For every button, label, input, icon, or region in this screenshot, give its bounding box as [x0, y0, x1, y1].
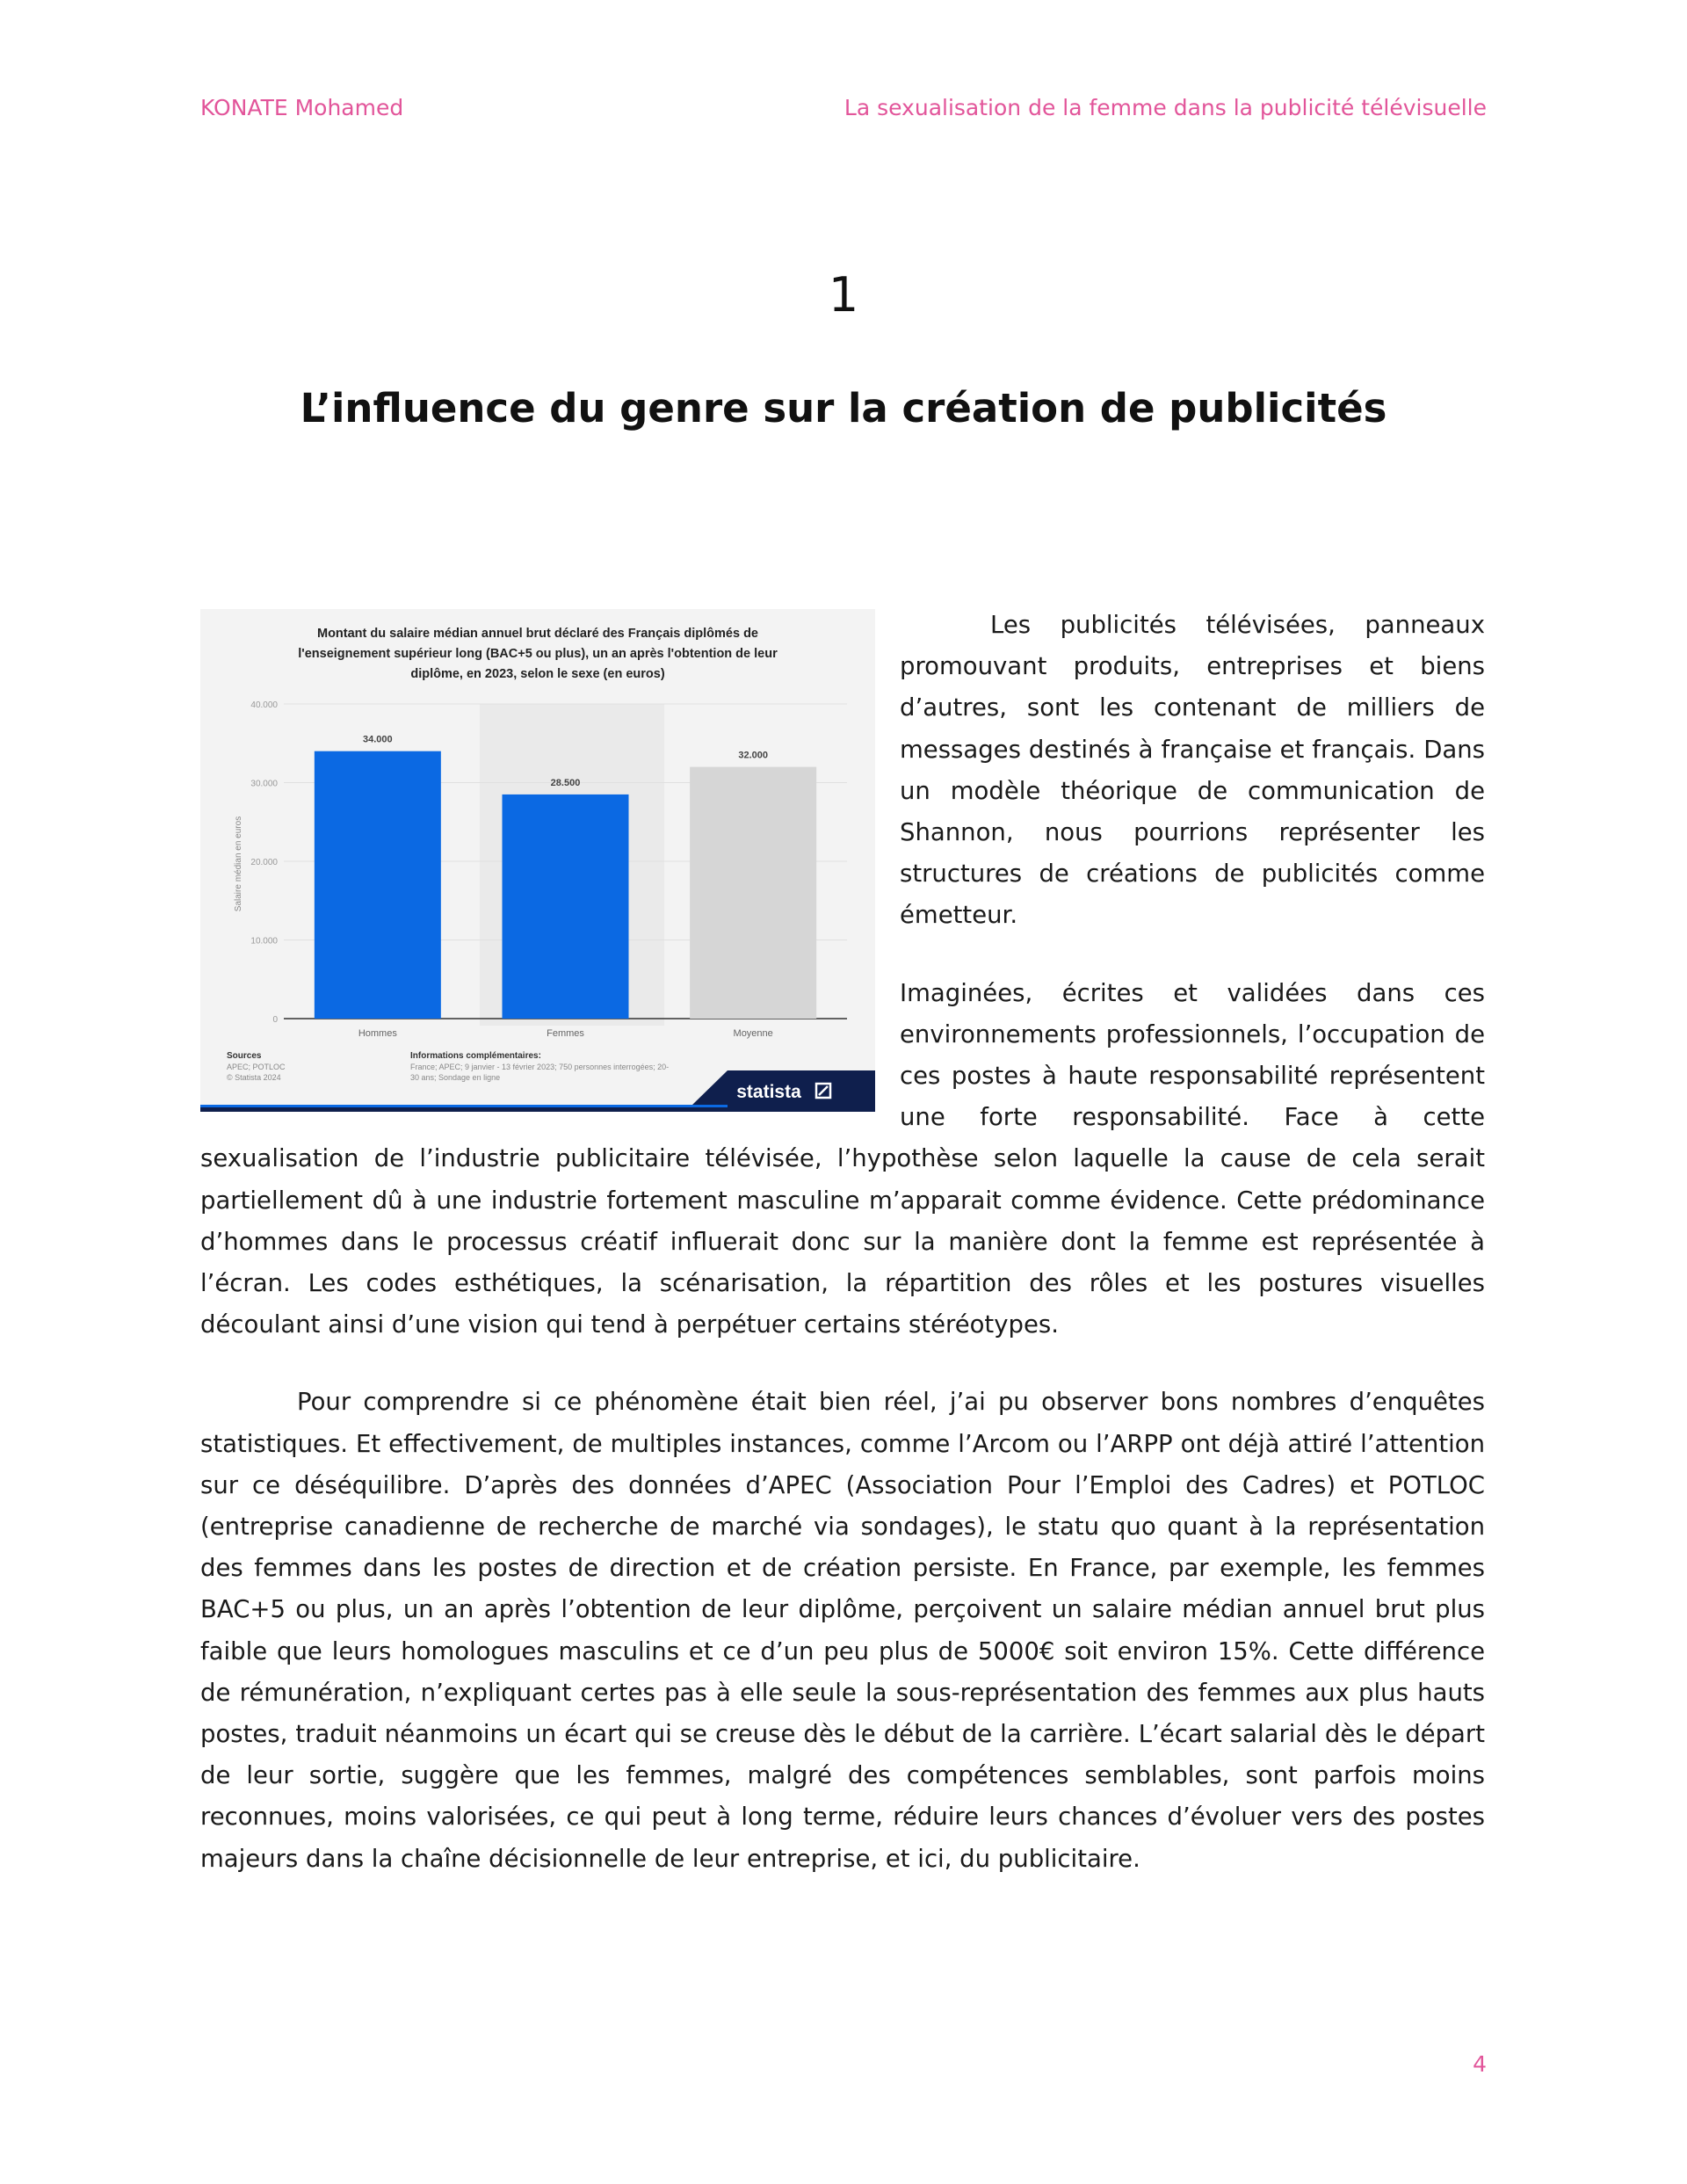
- chart-info-line-1: France; APEC; 9 janvier - 13 février 2023; 750 personnes interrogées; 20-: [410, 1063, 670, 1071]
- body-text: [200, 605, 1485, 1880]
- chart-info-line-2: 30 ans; Sondage en ligne: [410, 1073, 501, 1082]
- header-author: KONATE Mohamed: [200, 95, 404, 120]
- chart-title-line-2: l'enseignement supérieur long (BAC+5 ou plus), un an après l'obtention de leur: [298, 647, 778, 661]
- paragraph-2: Imaginées, écrites et validées dans ces environnements professionnels, l’occupation de ces postes à haute responsabilité représentent une forte responsabilité. Face à cette sexualisation de l’industrie publicitaire télévisée, l’hypothèse selon laquelle la cause de cela serait partiellement dû à une industrie fortement masculine m’apparait comme évidence. Cette prédominance d’hommes dans le processus créatif influerait donc sur la manière dont la femme est représentée à l’écran. Les codes esthétiques, la scénarisation, la répartition des rôles et les postures visuelles découlant ainsi d’une vision qui tend à perpétuer certains stéréotypes.: [200, 978, 1485, 1339]
- header-document-title: La sexualisation de la femme dans la publicité télévisuelle: [844, 95, 1487, 120]
- chart-sources-label: Sources: [227, 1051, 262, 1061]
- chart-bar-moyenne: [690, 767, 816, 1019]
- statista-chart-figure: [200, 609, 875, 1112]
- page-number: 4: [1473, 2051, 1487, 2077]
- chart-y-tick-label: 10.000: [250, 936, 278, 947]
- chart-value-label: 34.000: [363, 734, 393, 745]
- statista-logo-text: statista: [736, 1082, 801, 1102]
- chart-bar-hommes: [315, 751, 441, 1019]
- chart-x-tick-label: Moyenne: [733, 1028, 773, 1039]
- chart-y-tick-label: 20.000: [250, 858, 278, 867]
- paragraph-1-text: Les publicités télévisées, panneaux promouvant produits, entreprises et biens d’autres, sont les contenant de milliers de messages destinés à française et français. Dans un modèle théorique de communication de Shannon, nous pourrions représenter les structures de créations de publicités comme émetteur.: [900, 611, 1485, 930]
- chart-x-tick-label: Hommes: [358, 1028, 397, 1039]
- chart-info-label: Informations complémentaires:: [410, 1051, 541, 1061]
- chart-y-tick-label: 0: [272, 1015, 278, 1025]
- chart-y-tick-label: 30.000: [250, 779, 278, 789]
- chart-x-tick-label: Femmes: [547, 1028, 584, 1039]
- chart-sources-line-1: APEC; POTLOC: [227, 1063, 286, 1071]
- chart-title-line-3: diplôme, en 2023, selon le sexe (en euros): [410, 667, 665, 681]
- chart-value-label: 32.000: [738, 750, 768, 761]
- chart-bar-femmes: [503, 795, 629, 1019]
- chart-y-tick-label: 40.000: [250, 700, 278, 710]
- paragraph-3: Pour comprendre si ce phénomène était bien réel, j’ai pu observer bons nombres d’enquêtes statistiques. Et effectivement, de multiples instances, comme l’Arcom ou l’ARPP ont déjà attiré l’attention sur ce déséquilibre. D’après des données d’APEC (Association Pour l’Emploi des Cadres) et POTLOC (entreprise canadienne de recherche de marché via sondages), le statu quo quant à la représentation des femmes dans les postes de direction et de création persiste. En France, par exemple, les femmes BAC+5 ou plus, un an après l’obtention de leur diplôme, perçoivent un salaire médian annuel brut plus faible que leurs homologues masculins et ce d’un peu plus de 5000€ soit environ 15%. Cette différence de rémunération, n’expliquant certes pas à elle seule la sous-représentation des femmes aux plus hauts postes, traduit néanmoins un écart qui se creuse dès le début de la carrière. L’écart salarial dès le départ de leur sortie, suggère que les femmes, malgré des compétences semblables, sont parfois moins reconnues, moins valorisées, ce qui peut à long terme, réduire leurs chances d’évoluer vers des postes majeurs dans la chaîne décisionnelle de leur entreprise, et ici, du publicitaire.: [200, 1388, 1485, 1873]
- chapter-title: L’influence du genre sur la création de publicités: [300, 385, 1387, 432]
- chart-sources-line-2: © Statista 2024: [227, 1073, 281, 1082]
- chapter-number: 1: [828, 267, 859, 323]
- salary-bar-chart: [200, 609, 875, 1112]
- chart-title-line-1: Montant du salaire médian annuel brut déclaré des Français diplômés de: [317, 627, 758, 641]
- chart-value-label: 28.500: [550, 777, 581, 788]
- statista-blue-stripe: [200, 1105, 728, 1107]
- chart-y-axis-label: Salaire médian en euros: [234, 816, 243, 912]
